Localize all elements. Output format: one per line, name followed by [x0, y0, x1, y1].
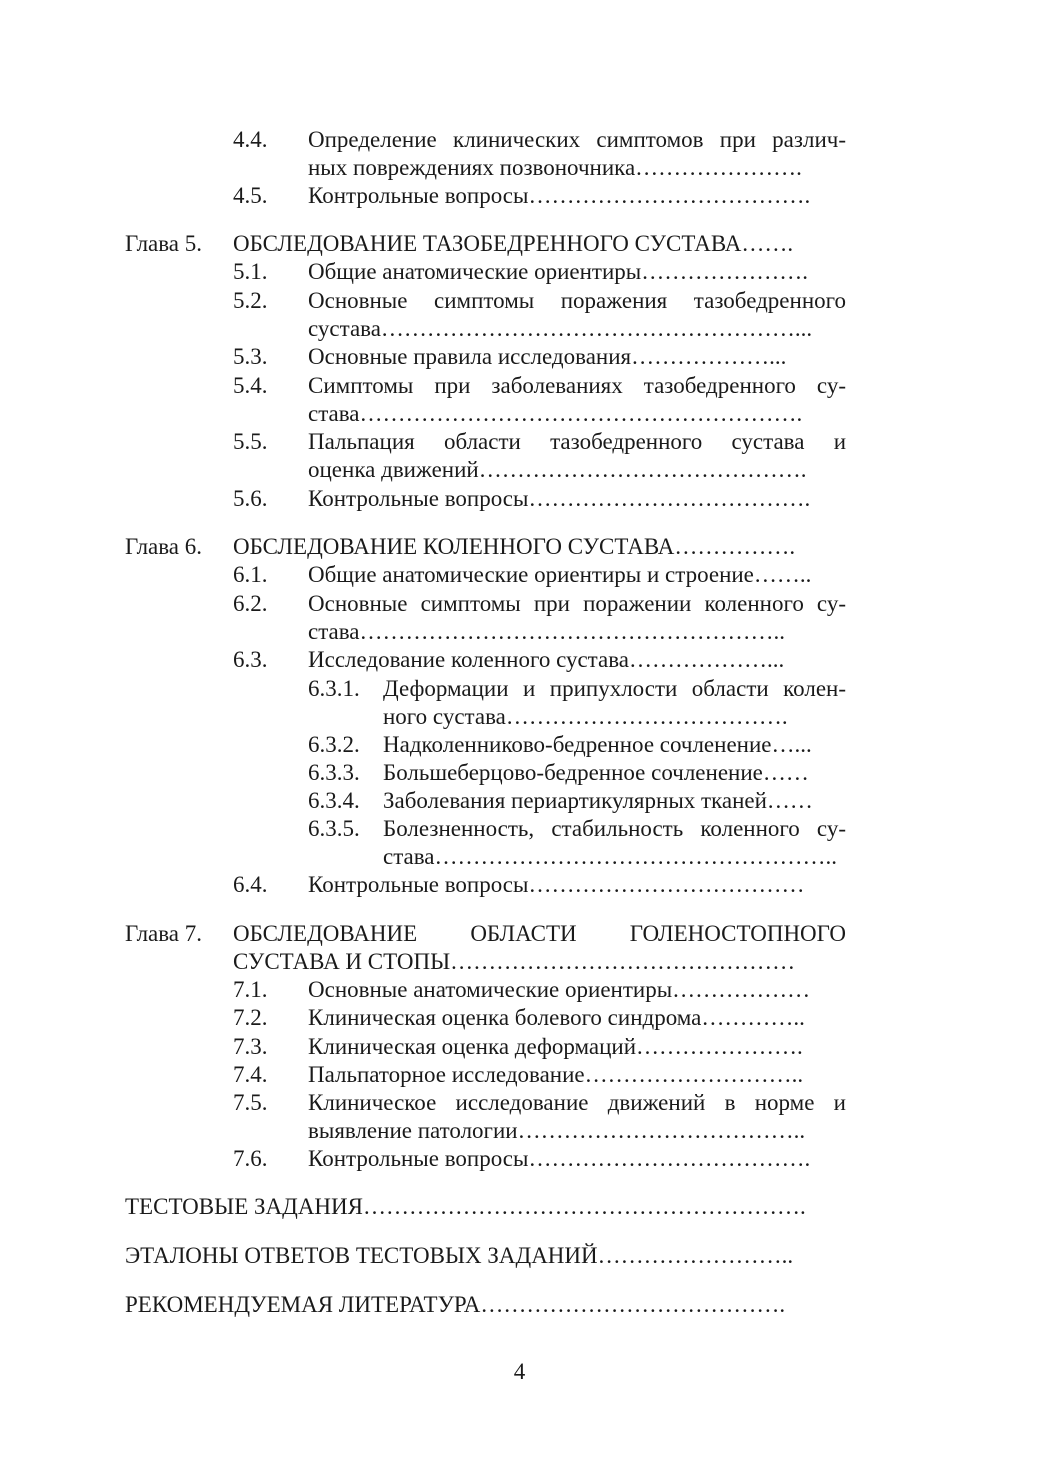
subsection-title: Деформации и припухлости области колен- — [383, 676, 846, 701]
section-title: Клиническая оценка болевого синдрома………….. — [308, 1005, 805, 1030]
subsection-title: Большеберцово-бедренное сочленение…… — [383, 760, 809, 785]
chapter-label: Глава 7. — [125, 921, 203, 946]
section-title: Основные симптомы поражения тазобедренного — [308, 288, 846, 313]
section-title: Пальпаторное исследование……………………….. — [308, 1062, 804, 1087]
section-title: Контрольные вопросы………………………………. — [308, 1146, 811, 1171]
section-title: Контрольные вопросы……………………………… — [308, 872, 805, 897]
section-number: 4.5. — [233, 183, 268, 208]
section-title: Основные анатомические ориентиры……………… — [308, 977, 811, 1002]
chapter-title: СУСТАВА И СТОПЫ……………………………………… — [233, 949, 796, 974]
page-number: 4 — [513, 1359, 526, 1384]
section-title: става……………………………………………….. — [308, 619, 786, 644]
top-entry-title: ТЕСТОВЫЕ ЗАДАНИЯ…………………………………………………. — [125, 1194, 806, 1219]
section-title: Симптомы при заболеваниях тазобедренного су- — [308, 373, 846, 398]
section-title: Определение клинических симптомов при различ- — [308, 127, 846, 152]
section-number: 6.4. — [233, 872, 268, 897]
section-number: 7.5. — [233, 1090, 268, 1115]
top-entry-title: РЕКОМЕНДУЕМАЯ ЛИТЕРАТУРА…………………………………. — [125, 1292, 786, 1317]
section-title: Клиническое исследование движений в норме и — [308, 1090, 846, 1115]
top-entry-title: ЭТАЛОНЫ ОТВЕТОВ ТЕСТОВЫХ ЗАДАНИЙ…………………….. — [125, 1243, 794, 1268]
section-number: 5.5. — [233, 429, 268, 454]
subsection-title: ного сустава………………………………. — [383, 704, 788, 729]
subsection-number: 6.3.2. — [308, 732, 360, 757]
section-title: става…………………………………………………. — [308, 401, 803, 426]
section-number: 6.1. — [233, 562, 268, 587]
subsection-title: става…………………………………………….. — [383, 844, 838, 869]
section-number: 7.6. — [233, 1146, 268, 1171]
section-title: Основные симптомы при поражении коленного су- — [308, 591, 846, 616]
section-number: 6.3. — [233, 647, 268, 672]
section-title: оценка движений……………………………………. — [308, 457, 807, 482]
subsection-number: 6.3.1. — [308, 676, 360, 701]
section-title: Общие анатомические ориентиры…………………. — [308, 259, 808, 284]
section-number: 5.6. — [233, 486, 268, 511]
section-number: 5.2. — [233, 288, 268, 313]
chapter-label: Глава 5. — [125, 231, 203, 256]
section-number: 5.3. — [233, 344, 268, 369]
section-title: Контрольные вопросы………………………………. — [308, 486, 811, 511]
section-number: 5.1. — [233, 259, 268, 284]
section-number: 7.1. — [233, 977, 268, 1002]
section-title: Контрольные вопросы………………………………. — [308, 183, 811, 208]
section-title: Пальпация области тазобедренного сустава и — [308, 429, 846, 454]
subsection-number: 6.3.3. — [308, 760, 360, 785]
section-number: 7.3. — [233, 1034, 268, 1059]
subsection-number: 6.3.5. — [308, 816, 360, 841]
subsection-title: Надколенниково-бедренное сочленение…... — [383, 732, 812, 757]
chapter-title: ОБСЛЕДОВАНИЕ ТАЗОБЕДРЕННОГО СУСТАВА……. — [233, 231, 794, 256]
section-title: Исследование коленного сустава………………... — [308, 647, 785, 672]
section-number: 7.2. — [233, 1005, 268, 1030]
section-number: 7.4. — [233, 1062, 268, 1087]
section-title: ных повреждениях позвоночника…………………. — [308, 155, 802, 180]
section-number: 6.2. — [233, 591, 268, 616]
section-title: Основные правила исследования………………... — [308, 344, 787, 369]
section-title: Общие анатомические ориентиры и строение…….. — [308, 562, 812, 587]
chapter-title: ОБСЛЕДОВАНИЕ КОЛЕННОГО СУСТАВА……………. — [233, 534, 796, 559]
subsection-number: 6.3.4. — [308, 788, 360, 813]
section-title: Клиническая оценка деформаций…………………. — [308, 1034, 803, 1059]
subsection-title: Болезненность, стабильность коленного су- — [383, 816, 846, 841]
chapter-label: Глава 6. — [125, 534, 203, 559]
subsection-title: Заболевания периартикулярных тканей…… — [383, 788, 813, 813]
section-number: 5.4. — [233, 373, 268, 398]
chapter-title: ОБСЛЕДОВАНИЕ ОБЛАСТИ ГОЛЕНОСТОПНОГО — [233, 921, 846, 946]
section-title: выявление патологии……………………………….. — [308, 1118, 806, 1143]
section-title: сустава………………………………………………... — [308, 316, 813, 341]
section-number: 4.4. — [233, 127, 268, 152]
